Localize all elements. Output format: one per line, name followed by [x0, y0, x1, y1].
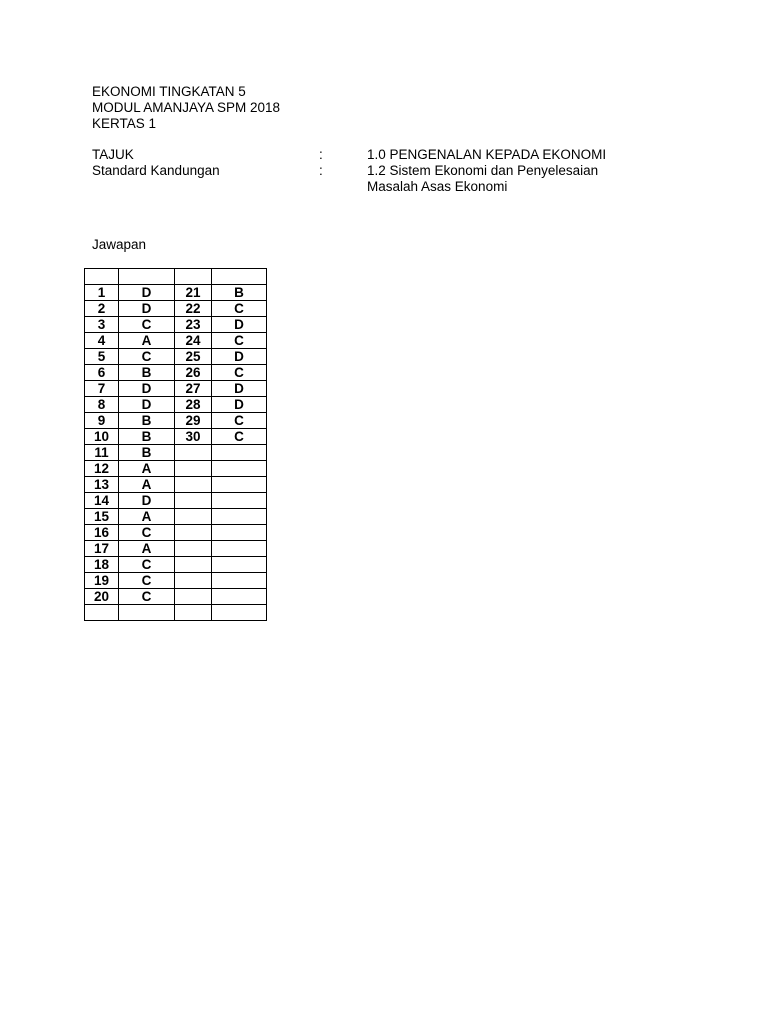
- table-row: [85, 589, 267, 605]
- answer-cell: B: [119, 365, 175, 381]
- table-row: [85, 573, 267, 589]
- answer-cell: [212, 589, 267, 605]
- module-title: MODUL AMANJAYA SPM 2018: [92, 100, 281, 115]
- answer-cell: C: [119, 573, 175, 589]
- table-row: [85, 605, 267, 621]
- question-number-cell: 30: [175, 429, 212, 445]
- table-row: [85, 541, 267, 557]
- question-number-cell: 18: [85, 557, 119, 573]
- answer-cell: C: [119, 349, 175, 365]
- answer-cell: B: [119, 429, 175, 445]
- question-number-cell: 28: [175, 397, 212, 413]
- answer-cell: C: [212, 413, 267, 429]
- answer-cell: D: [119, 397, 175, 413]
- paper-title: KERTAS 1: [92, 116, 157, 131]
- answer-cell: C: [212, 301, 267, 317]
- answer-cell: [212, 445, 267, 461]
- table-row: [85, 317, 267, 333]
- tajuk-value: 1.0 PENGENALAN KEPADA EKONOMI: [367, 147, 607, 162]
- answer-cell: A: [119, 541, 175, 557]
- answer-table: [84, 268, 267, 621]
- question-number-cell: [175, 445, 212, 461]
- answer-cell: A: [119, 461, 175, 477]
- question-number-cell: 9: [85, 413, 119, 429]
- table-row: [85, 269, 267, 285]
- question-number-cell: 7: [85, 381, 119, 397]
- tajuk-row: [0, 147, 768, 163]
- answer-cell: D: [212, 349, 267, 365]
- question-number-cell: 23: [175, 317, 212, 333]
- standard-kandungan-label: Standard Kandungan: [92, 163, 220, 178]
- table-row: [85, 333, 267, 349]
- answer-cell: [212, 269, 267, 285]
- question-number-cell: 5: [85, 349, 119, 365]
- table-row: [85, 285, 267, 301]
- answer-cell: D: [119, 285, 175, 301]
- question-number-cell: 16: [85, 525, 119, 541]
- question-number-cell: [175, 509, 212, 525]
- table-row: [85, 445, 267, 461]
- question-number-cell: [175, 557, 212, 573]
- question-number-cell: 2: [85, 301, 119, 317]
- question-number-cell: [175, 573, 212, 589]
- answer-cell: [212, 461, 267, 477]
- question-number-cell: [85, 605, 119, 621]
- question-number-cell: 11: [85, 445, 119, 461]
- answer-cell: [212, 493, 267, 509]
- answer-cell: [212, 557, 267, 573]
- standard-kandungan-row: [0, 163, 768, 179]
- question-number-cell: 24: [175, 333, 212, 349]
- answer-cell: C: [119, 557, 175, 573]
- question-number-cell: 26: [175, 365, 212, 381]
- subject-title: EKONOMI TINGKATAN 5: [92, 84, 246, 99]
- question-number-cell: 12: [85, 461, 119, 477]
- table-row: [85, 477, 267, 493]
- question-number-cell: 29: [175, 413, 212, 429]
- answer-cell: B: [119, 413, 175, 429]
- table-row: [85, 493, 267, 509]
- answer-cell: [212, 573, 267, 589]
- answer-cell: [212, 477, 267, 493]
- answer-cell: [212, 541, 267, 557]
- question-number-cell: 21: [175, 285, 212, 301]
- question-number-cell: 4: [85, 333, 119, 349]
- answer-cell: [212, 605, 267, 621]
- question-number-cell: [175, 605, 212, 621]
- question-number-cell: 1: [85, 285, 119, 301]
- answer-cell: C: [212, 333, 267, 349]
- table-row: [85, 301, 267, 317]
- question-number-cell: 27: [175, 381, 212, 397]
- question-number-cell: 6: [85, 365, 119, 381]
- answer-cell: B: [119, 445, 175, 461]
- standard-kandungan-row-2: [0, 179, 768, 195]
- answer-cell: D: [119, 493, 175, 509]
- question-number-cell: [175, 461, 212, 477]
- answer-cell: A: [119, 333, 175, 349]
- answer-cell: C: [119, 317, 175, 333]
- question-number-cell: 10: [85, 429, 119, 445]
- table-row: [85, 509, 267, 525]
- table-row: [85, 525, 267, 541]
- question-number-cell: [175, 589, 212, 605]
- answer-cell: [119, 269, 175, 285]
- question-number-cell: [175, 525, 212, 541]
- question-number-cell: 17: [85, 541, 119, 557]
- document-header: [92, 84, 280, 132]
- answer-cell: D: [212, 397, 267, 413]
- answer-cell: A: [119, 477, 175, 493]
- answer-cell: D: [119, 301, 175, 317]
- question-number-cell: 22: [175, 301, 212, 317]
- table-row: [85, 461, 267, 477]
- table-row: [85, 429, 267, 445]
- table-row: [85, 365, 267, 381]
- answer-cell: C: [212, 365, 267, 381]
- table-row: [85, 381, 267, 397]
- table-row: [85, 413, 267, 429]
- standard-kandungan-value-line2: Masalah Asas Ekonomi: [367, 179, 508, 194]
- question-number-cell: [175, 493, 212, 509]
- tajuk-colon: :: [319, 147, 323, 162]
- tajuk-label: TAJUK: [92, 147, 134, 162]
- answer-cell: [119, 605, 175, 621]
- question-number-cell: 25: [175, 349, 212, 365]
- answer-cell: [212, 525, 267, 541]
- jawapan-label: Jawapan: [92, 237, 147, 252]
- answer-cell: [212, 509, 267, 525]
- question-number-cell: 20: [85, 589, 119, 605]
- table-row: [85, 349, 267, 365]
- question-number-cell: 19: [85, 573, 119, 589]
- answer-cell: A: [119, 509, 175, 525]
- table-row: [85, 557, 267, 573]
- question-number-cell: [175, 541, 212, 557]
- question-number-cell: [85, 269, 119, 285]
- answer-cell: D: [212, 317, 267, 333]
- standard-kandungan-colon: :: [319, 163, 323, 178]
- answer-cell: C: [119, 525, 175, 541]
- question-number-cell: [175, 269, 212, 285]
- answer-cell: D: [212, 381, 267, 397]
- question-number-cell: 8: [85, 397, 119, 413]
- standard-kandungan-value-line1: 1.2 Sistem Ekonomi dan Penyelesaian: [367, 163, 599, 178]
- answer-cell: C: [119, 589, 175, 605]
- question-number-cell: 15: [85, 509, 119, 525]
- table-row: [85, 397, 267, 413]
- answer-table-body: [85, 269, 267, 621]
- answer-cell: B: [212, 285, 267, 301]
- question-number-cell: [175, 477, 212, 493]
- question-number-cell: 3: [85, 317, 119, 333]
- answer-cell: D: [119, 381, 175, 397]
- answer-cell: C: [212, 429, 267, 445]
- question-number-cell: 13: [85, 477, 119, 493]
- question-number-cell: 14: [85, 493, 119, 509]
